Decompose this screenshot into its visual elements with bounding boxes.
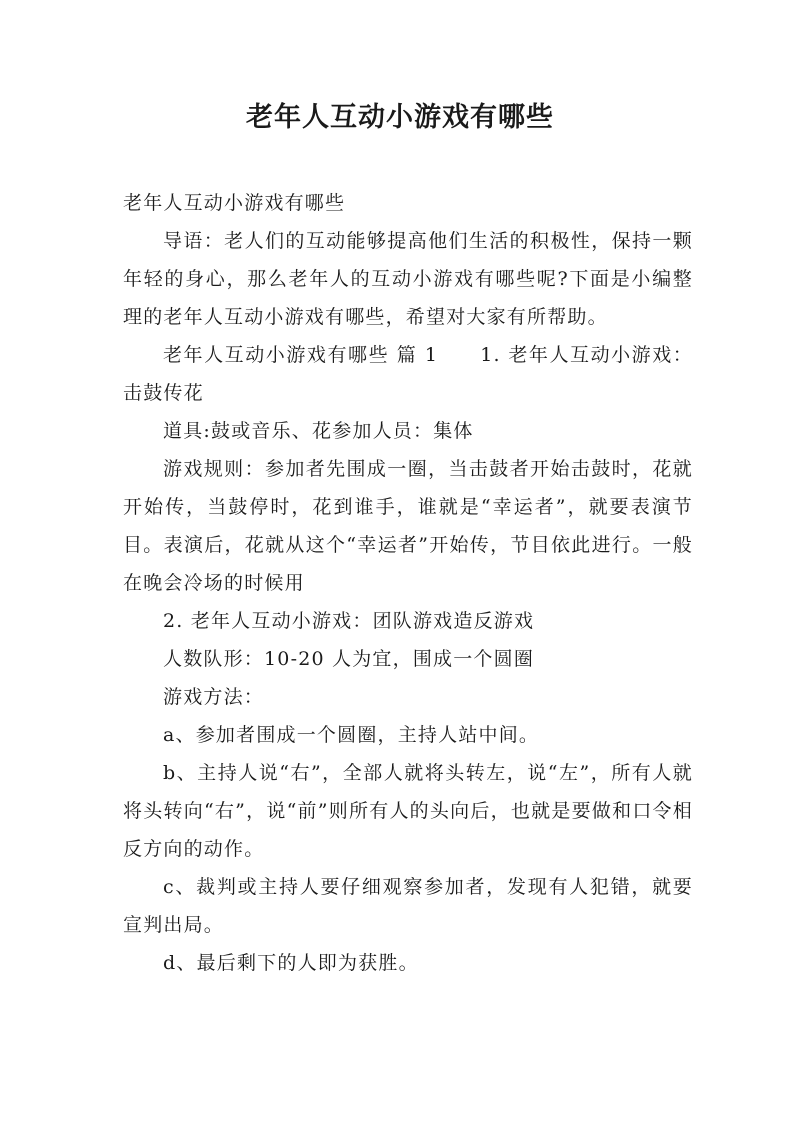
game2-step-a: a、参加者围成一个圆圈，主持人站中间。 xyxy=(163,724,540,746)
section-heading-paragraph xyxy=(123,336,693,412)
document-subtitle: 老年人互动小游戏有哪些 xyxy=(123,192,346,214)
game2-title: 2. 老年人互动小游戏：团队游戏造反游戏 xyxy=(163,610,535,632)
game1-props: 道具:鼓或音乐、花参加人员：集体 xyxy=(163,420,474,442)
game2-step-d: d、最后剩下的人即为获胜。 xyxy=(163,952,419,974)
game2-step-c: c、裁判或主持人要仔细观察参加者，发现有人犯错，就要宣判出局。 xyxy=(123,876,693,936)
document-title: 老年人互动小游戏有哪些 xyxy=(246,102,554,133)
game2-formation: 人数队形：10-20 人为宜，围成一个圆圈 xyxy=(163,648,535,670)
game1-title: 1. 老年人互动小游戏：击鼓传花 xyxy=(123,344,693,404)
game2-method-label: 游戏方法： xyxy=(163,686,265,708)
section-heading: 老年人互动小游戏有哪些 篇 1 xyxy=(163,344,439,366)
game1-rules: 游戏规则：参加者先围成一圈，当击鼓者开始击鼓时，花就开始传，当鼓停时，花到谁手，谁就是“幸运者”，就要表演节目。表演后，花就从这个“幸运者”开始传，节目依此进行。一般在晚会冷场的时候用 xyxy=(123,458,693,594)
document-body xyxy=(123,184,693,982)
game2-step-b: b、主持人说“右”，全部人就将头转左，说“左”，所有人就将头转向“右”，说“前”则所有人的头向后，也就是要做和口令相反方向的动作。 xyxy=(123,762,693,860)
intro-paragraph: 导语：老人们的互动能够提高他们生活的积极性，保持一颗年轻的身心，那么老年人的互动小游戏有哪些呢?下面是小编整理的老年人互动小游戏有哪些，希望对大家有所帮助。 xyxy=(123,230,693,328)
